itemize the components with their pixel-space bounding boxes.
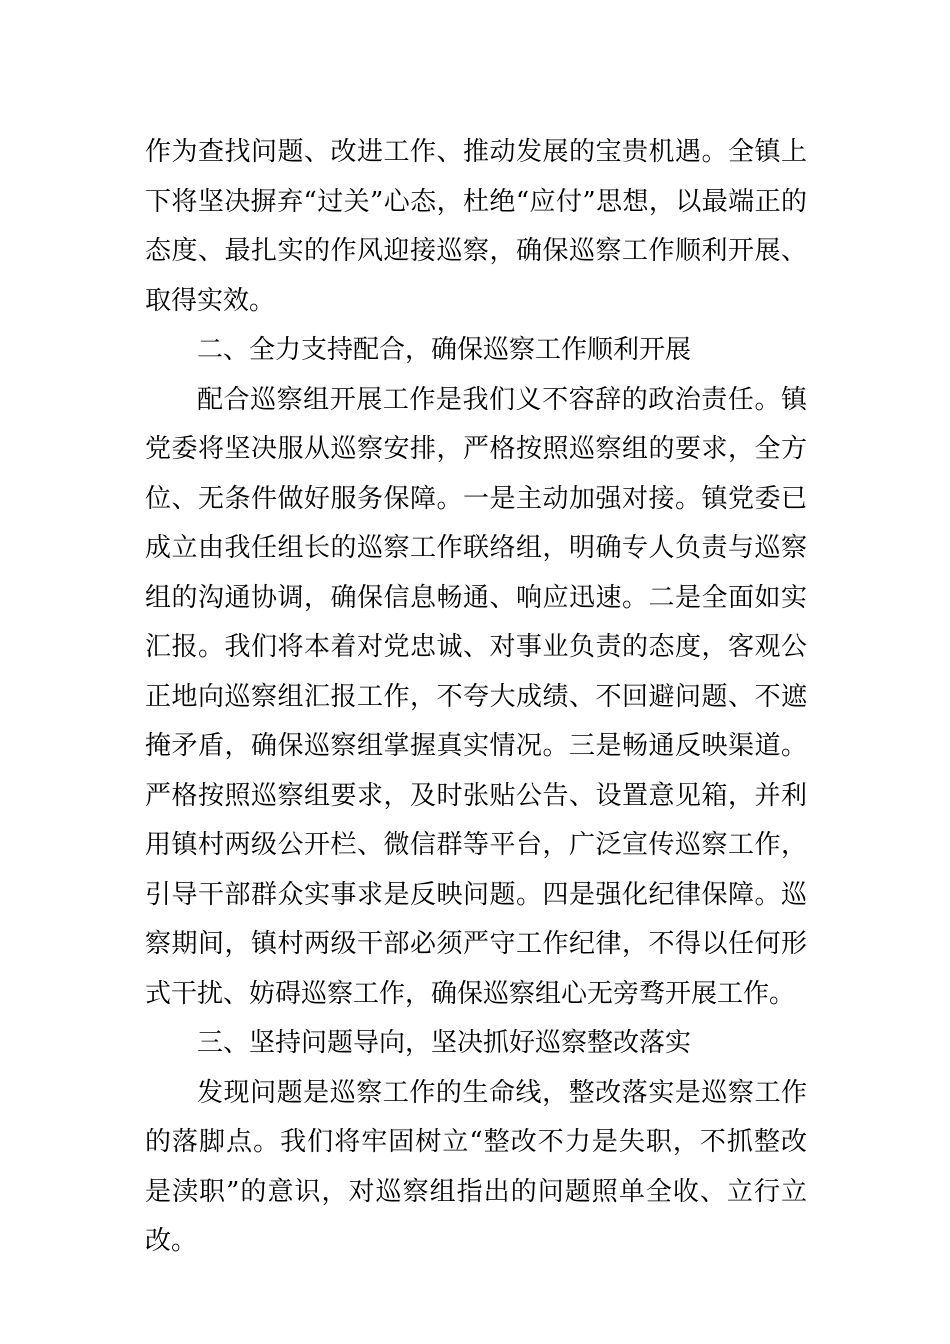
section-heading-three: 三、坚持问题导向，坚决抓好巡察整改落实 <box>197 1028 692 1058</box>
paragraph-body: 发现问题是巡察工作的生命线，整改落实是巡察工作的落脚点。我们将牢固树立“整改不力是失职，不抓整改是渎职”的意识，对巡察组指出的问题照单全收、立行立改。 <box>145 1077 807 1256</box>
section-heading-two: 二、全力支持配合，确保巡察工作顺利开展 <box>197 335 692 365</box>
paragraph-body: 配合巡察组开展工作是我们义不容辞的政治责任。镇党委将坚决服从巡察安排，严格按照巡察组的要求，全方位、无条件做好服务保障。一是主动加强对接。镇党委已成立由我任组长的巡察工作联络组，明确专人负责与巡察组的沟通协调，确保信息畅通、响应迅速。二是全面如实汇报。我们将本着对党忠诚、对事业负责的态度，客观公正地向巡察组汇报工作，不夸大成绩、不回避问题、不遮掩矛盾，确保巡察组掌握真实情况。三是畅通反映渠道。严格按照巡察组要求，及时张贴公告、设置意见箱，并利用镇村两级公开栏、微信群等平台，广泛宣传巡察工作，引导干部群众实事求是反映问题。四是强化纪律保障。巡察期间，镇村两级干部必须严守工作纪律，不得以任何形式干扰、妨碍巡察工作，确保巡察组心无旁骛开展工作。 <box>145 384 807 1009</box>
paragraph-body-continued: 作为查找问题、改进工作、推动发展的宝贵机遇。全镇上下将坚决摒弃“过关”心态，杜绝“应付”思想，以最端正的态度、最扎实的作风迎接巡察，确保巡察工作顺利开展、取得实效。 <box>145 137 807 316</box>
document-body <box>145 128 807 1267</box>
